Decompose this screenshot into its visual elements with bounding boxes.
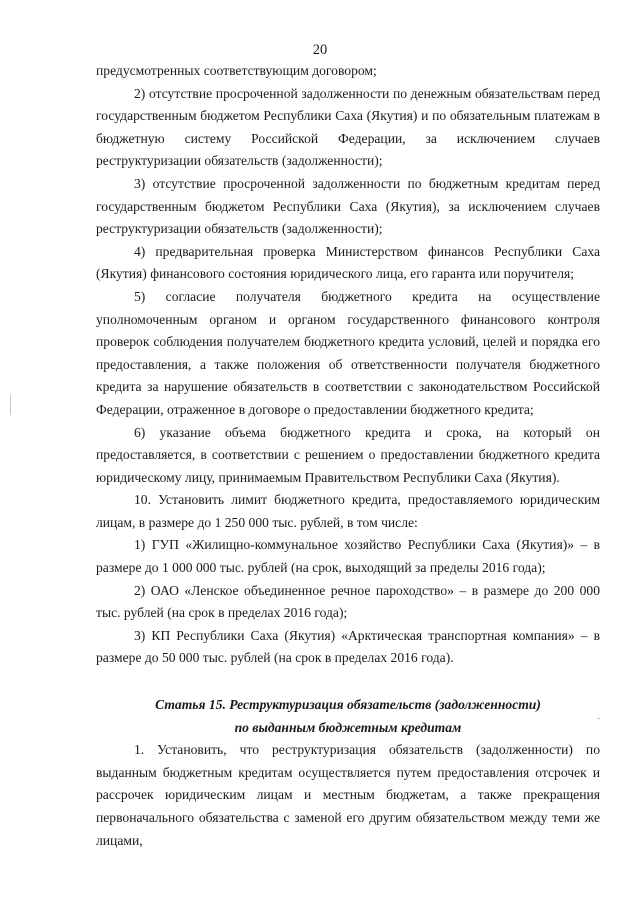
article-paragraph-1: 1. Установить, что реструктуризация обязательств (задолженности) по выданным бюджетным кредитам осуществляется путем предоставления отсрочек и рассрочек юридическим лицам и местным бюджетам, а также прекращения первоначального обязательства с заменой его другим обязательством между теми же лицами, xyxy=(96,742,600,848)
paragraph-continuation: предусмотренных соответствующим договором; xyxy=(96,63,377,78)
paragraph-limit-3: 3) КП Республики Саха (Якутия) «Арктическая транспортная компания» – в размере до 50 000 тыс. рублей (на срок в пределах 2016 года). xyxy=(96,627,600,666)
paragraph-item-6: 6) указание объема бюджетного кредита и срока, на который он предоставляется, в соответствии с решением о предоставлении бюджетного кредита юридическому лицу, принимаемым Правительством Республики Саха (Якутия). xyxy=(96,424,600,485)
paragraph-item-4: 4) предварительная проверка Министерством финансов Республики Саха (Якутия) финансового состояния юридического лица, его гаранта или поручителя; xyxy=(96,243,600,282)
scan-artifact xyxy=(10,395,11,415)
page-number: 20 xyxy=(312,42,328,58)
article-heading-line-1: Статья 15. Реструктуризация обязательств (задолженности) xyxy=(155,697,541,713)
document-body xyxy=(96,60,600,852)
paragraph-limit-1: 1) ГУП «Жилищно-коммунальное хозяйство Республики Саха (Якутия)» – в размере до 1 000 000 тыс. рублей (на срок, выходящий за пределы 2016 года); xyxy=(96,537,600,576)
article-heading-line-2: по выданным бюджетным кредитам xyxy=(234,719,462,735)
paragraph-limit-2: 2) ОАО «Ленское объединенное речное пароходство» – в размере до 200 000 тыс. рублей (на срок в пределах 2016 года); xyxy=(96,582,600,621)
scan-artifact xyxy=(597,718,600,719)
article-heading xyxy=(96,694,600,739)
paragraph-item-2: 2) отсутствие просроченной задолженности по денежным обязательствам перед государственным бюджетом Республики Саха (Якутия) и по обязательным платежам в бюджетную систему Российской Федерации, за исключением случаев реструктуризации обязательств (задолженности); xyxy=(96,85,600,169)
paragraph-item-5: 5) согласие получателя бюджетного кредита на осуществление уполномоченным органом и органом государственного финансового контроля проверок соблюдения получателем бюджетного кредита условий, целей и порядка его предоставления, а также положения об ответственности получателя бюджетного кредита за нарушение обязательств в соответствии с законодательством Российской Федерации, отраженное в договоре о предоставлении бюджетного кредита; xyxy=(96,288,600,417)
paragraph-clause-10: 10. Установить лимит бюджетного кредита, предоставляемого юридическим лицам, в размере до 1 250 000 тыс. рублей, в том числе: xyxy=(96,492,600,530)
paragraph-item-3: 3) отсутствие просроченной задолженности по бюджетным кредитам перед государственным бюджетом Республики Саха (Якутия), за исключением случаев реструктуризации обязательств (задолженности); xyxy=(96,175,600,237)
section-spacer xyxy=(96,670,600,694)
